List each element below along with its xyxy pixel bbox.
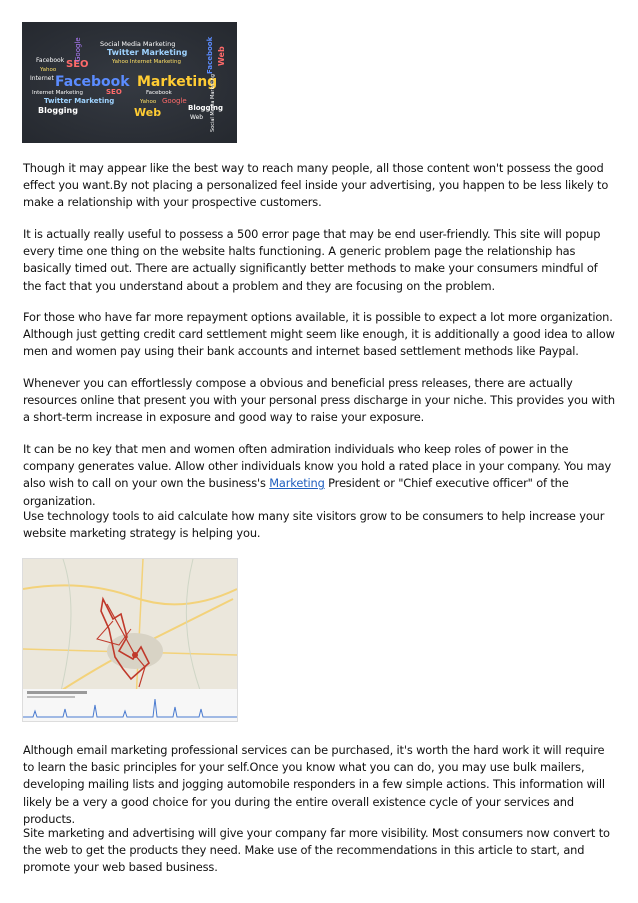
- cloud-word: Web: [190, 114, 204, 121]
- cloud-word: Yahoo: [140, 99, 157, 105]
- cloud-word: Social Media Marketing: [100, 40, 176, 48]
- paragraph-2: It is actually really useful to possess a 500 error page that may be end user-friendly. This site will popup every time one thing on the website halts functioning. A generic problem page the relationship has basically timed out. There are actually significantly better methods to make your consumers mindful of the fact that you understand about a problem and they are focusing on the problem.: [23, 227, 601, 293]
- paragraph-5-text-end: President or "Chief executive officer" of the organization.: [23, 476, 569, 508]
- cloud-word: SEO: [106, 88, 122, 96]
- cloud-word: Twitter Marketing: [107, 48, 188, 57]
- cloud-word: Blogging: [188, 104, 223, 112]
- cloud-word: Internet: [30, 75, 54, 82]
- cloud-word: Blogging: [38, 106, 78, 115]
- paragraph-4: Whenever you can effortlessly compose a obvious and beneficial press releases, there are actually resources online that present you with your personal press discharge in your niche. This provides you with a short-term increase in exposure and good way to raise your exposure.: [23, 376, 615, 425]
- cloud-word: Internet Marketing: [32, 90, 83, 96]
- paragraph-8: Site marketing and advertising will give your company far more visibility. Most consumers now convert to the web to get the products they need. Make use of the recommendations in this article to start, and promote your web based business.: [23, 826, 610, 875]
- cloud-word: Google: [162, 97, 187, 105]
- cloud-word: Facebook: [55, 74, 130, 90]
- cloud-word: Google: [74, 37, 82, 62]
- visitor-route-map-image: [22, 558, 238, 722]
- cloud-word: Social Media Marketing: [210, 74, 216, 132]
- cloud-word: Web: [217, 46, 226, 66]
- marketing-link[interactable]: Marketing: [269, 476, 325, 491]
- paragraph-5-text-start: It can be no key that men and women often admiration individuals who keep roles of power in the company generates value. Allow other individuals know you hold a rated place in your company. You may also wish to call on your own the business's: [23, 442, 612, 491]
- cloud-word: Facebook: [146, 90, 172, 96]
- word-cloud-graphic: [22, 22, 237, 143]
- cloud-word: Twitter Marketing: [44, 97, 115, 105]
- cloud-word: Facebook: [36, 57, 65, 64]
- paragraph-3: For those who have far more repayment options available, it is possible to expect a lot more organization. Although just getting credit card settlement might seem like enough, it is additionally a good idea to allow men and women pay using their bank accounts and internet based settlement methods like Paypal.: [23, 310, 615, 359]
- cloud-word: SEO: [66, 59, 89, 70]
- paragraph-5: [23, 441, 618, 510]
- route-map-graphic: [23, 559, 237, 721]
- marketing-word-cloud-image: [22, 22, 237, 143]
- cloud-word: Yahoo Internet Marketing: [112, 59, 181, 65]
- paragraph-6: Use technology tools to aid calculate how many site visitors grow to be consumers to help increase your website marketing strategy is helping you.: [23, 509, 605, 541]
- paragraph-1: Though it may appear like the best way to reach many people, all those content won't possess the good effect you want.By not placing a personalized feel inside your advertising, you happen to be less likely to make a relationship with your prospective customers.: [23, 161, 609, 210]
- cloud-word: Web: [134, 106, 162, 119]
- cloud-word: Marketing: [137, 74, 218, 90]
- cloud-word: Facebook: [206, 36, 214, 74]
- paragraph-7: Although email marketing professional services can be purchased, it's worth the hard work it will require to learn the basic principles for your self.Once you know what you can do, you may use bulk mailers, developing mailing lists and jogging automobile responders in a few simple actions. This information will likely be a very a good choice for you during the entire overall existence cycle of your services and products.: [23, 743, 605, 826]
- cloud-word: Yahoo: [40, 67, 57, 73]
